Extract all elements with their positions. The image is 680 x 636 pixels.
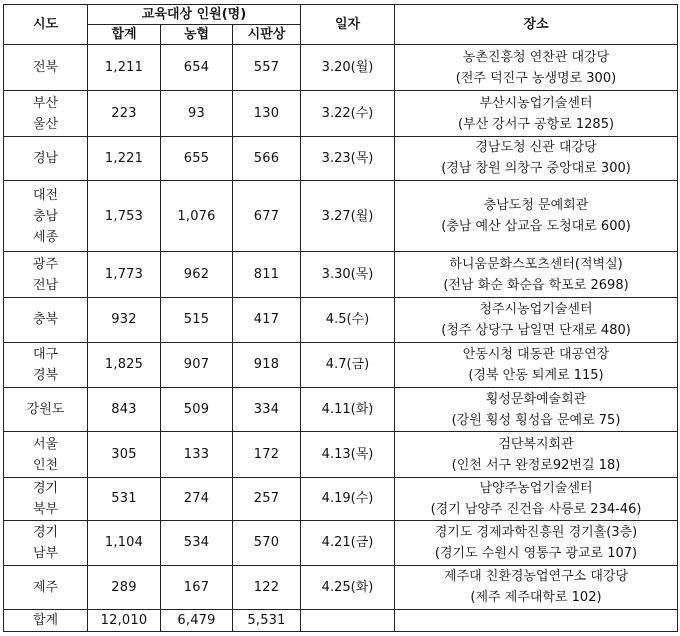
place-address: (전주 덕진구 농생명로 300) — [455, 70, 617, 86]
cell-nonghyup: 167 — [161, 565, 233, 609]
header-nonghyup: 농협 — [161, 25, 233, 45]
cell-date: 4.19(수) — [301, 477, 395, 520]
header-trainees: 교육대상 인원(명) — [88, 5, 301, 25]
cell-region: 경남 — [4, 136, 88, 180]
header-place: 장소 — [395, 5, 678, 45]
place-address: (경북 안동 퇴계로 115) — [468, 367, 604, 383]
table-row — [4, 477, 678, 520]
cell-region: 대전 충남 세종 — [4, 181, 88, 252]
place-name: 제주대 친환경농업연구소 대강당 — [443, 569, 629, 585]
cell-place — [395, 298, 678, 342]
cell-total: 1,753 — [88, 181, 161, 252]
cell-region: 부산 울산 — [4, 91, 88, 136]
cell-region: 경기 북부 — [4, 477, 88, 520]
place-address: (경기 남양주 진건읍 사릉로 234-46) — [430, 501, 642, 517]
cell-region: 광주 전남 — [4, 251, 88, 297]
cell-retailer: 172 — [233, 432, 301, 477]
place-address: (청주 상당구 남일면 단재로 480) — [441, 322, 631, 338]
cell-nonghyup: 534 — [161, 521, 233, 565]
cell-nonghyup: 93 — [161, 91, 233, 136]
cell-region: 충북 — [4, 298, 88, 342]
table-row — [4, 45, 678, 91]
cell-total: 1,825 — [88, 342, 161, 387]
place-name: 경기도 경제과학진흥원 경기홀(3층) — [434, 524, 638, 540]
header-date: 일자 — [301, 5, 395, 45]
place-name: 충남도청 문예회관 — [483, 198, 589, 213]
footer-empty-place — [395, 610, 678, 632]
cell-nonghyup: 515 — [161, 298, 233, 342]
cell-nonghyup: 274 — [161, 477, 233, 520]
cell-nonghyup: 133 — [161, 432, 233, 477]
place-address: (경기도 수원시 영통구 광교로 107) — [434, 545, 638, 561]
table-row — [4, 521, 678, 565]
cell-total: 305 — [88, 432, 161, 477]
header-total: 합계 — [88, 25, 161, 45]
cell-total: 1,104 — [88, 521, 161, 565]
table-row — [4, 388, 678, 432]
footer-total: 12,010 — [88, 610, 161, 632]
place-address: (전남 화순 화순읍 학포로 2698) — [443, 277, 629, 293]
cell-date: 3.27(월) — [301, 181, 395, 252]
header-retailer: 시판상 — [233, 25, 301, 45]
cell-date: 3.22(수) — [301, 91, 395, 136]
cell-nonghyup: 1,076 — [161, 181, 233, 252]
table-row — [4, 298, 678, 342]
header-region: 시도 — [4, 5, 88, 45]
cell-place — [395, 342, 678, 387]
place-address: (충남 예산 삽교읍 도청대로 600) — [441, 219, 631, 234]
place-name: 하니움문화스포츠센터(적벽실) — [449, 256, 623, 272]
cell-region: 경기 남부 — [4, 521, 88, 565]
cell-total: 289 — [88, 565, 161, 609]
cell-region: 강원도 — [4, 388, 88, 432]
cell-retailer: 677 — [233, 181, 301, 252]
place-name: 검단복지회관 — [498, 436, 574, 452]
cell-retailer: 570 — [233, 521, 301, 565]
cell-place — [395, 521, 678, 565]
footer-empty-date — [301, 610, 395, 632]
cell-retailer: 557 — [233, 45, 301, 91]
table-row — [4, 565, 678, 609]
cell-region: 전북 — [4, 45, 88, 91]
cell-region: 제주 — [4, 565, 88, 609]
footer-label: 합계 — [4, 610, 88, 632]
place-address: (제주 제주대학로 102) — [470, 590, 602, 606]
cell-date: 4.13(목) — [301, 432, 395, 477]
table-row — [4, 136, 678, 180]
cell-date: 4.21(금) — [301, 521, 395, 565]
cell-place — [395, 388, 678, 432]
cell-nonghyup: 655 — [161, 136, 233, 180]
cell-place — [395, 136, 678, 180]
place-address: (강원 횡성 횡성읍 문예로 75) — [451, 412, 621, 428]
cell-nonghyup: 654 — [161, 45, 233, 91]
cell-total: 1,211 — [88, 45, 161, 91]
cell-retailer: 122 — [233, 565, 301, 609]
cell-nonghyup: 509 — [161, 388, 233, 432]
cell-total: 1,773 — [88, 251, 161, 297]
place-name: 농촌진흥청 연찬관 대강당 — [462, 49, 610, 65]
place-address: (인천 서구 완정로92번길 18) — [451, 457, 621, 473]
cell-retailer: 417 — [233, 298, 301, 342]
place-address: (부산 강서구 공항로 1285) — [457, 116, 615, 132]
cell-place — [395, 251, 678, 297]
cell-total: 223 — [88, 91, 161, 136]
place-name: 안동시청 대동관 대공연장 — [462, 346, 610, 362]
cell-date: 3.30(목) — [301, 251, 395, 297]
cell-place — [395, 45, 678, 91]
cell-retailer: 566 — [233, 136, 301, 180]
table-row — [4, 91, 678, 136]
cell-retailer: 130 — [233, 91, 301, 136]
place-name: 남양주농업기술센터 — [479, 480, 593, 496]
place-name: 횡성문화예술회관 — [485, 391, 587, 407]
cell-retailer: 811 — [233, 251, 301, 297]
cell-date: 3.20(월) — [301, 45, 395, 91]
cell-nonghyup: 962 — [161, 251, 233, 297]
cell-retailer: 257 — [233, 477, 301, 520]
place-address: (경남 창원 의창구 중앙대로 300) — [441, 161, 631, 177]
cell-total: 932 — [88, 298, 161, 342]
cell-total: 843 — [88, 388, 161, 432]
cell-place — [395, 565, 678, 609]
cell-date: 4.7(금) — [301, 342, 395, 387]
cell-date: 4.11(화) — [301, 388, 395, 432]
table-row — [4, 342, 678, 387]
place-name: 부산시농업기술센터 — [479, 95, 593, 111]
cell-total: 531 — [88, 477, 161, 520]
cell-nonghyup: 907 — [161, 342, 233, 387]
cell-date: 4.5(수) — [301, 298, 395, 342]
footer-retailer: 5,531 — [233, 610, 301, 632]
cell-region: 서울 인천 — [4, 432, 88, 477]
training-schedule-table — [3, 4, 678, 632]
cell-place — [395, 91, 678, 136]
footer-nonghyup: 6,479 — [161, 610, 233, 632]
cell-place — [395, 432, 678, 477]
table-row — [4, 251, 678, 297]
cell-date: 3.23(목) — [301, 136, 395, 180]
cell-retailer: 334 — [233, 388, 301, 432]
cell-retailer: 918 — [233, 342, 301, 387]
cell-place — [395, 477, 678, 520]
place-name: 경남도청 신관 대강당 — [475, 140, 597, 156]
table-row — [4, 181, 678, 252]
cell-date: 4.25(화) — [301, 565, 395, 609]
place-name: 청주시농업기술센터 — [479, 301, 593, 317]
cell-total: 1,221 — [88, 136, 161, 180]
table-row — [4, 432, 678, 477]
cell-region: 대구 경북 — [4, 342, 88, 387]
cell-place — [395, 181, 678, 252]
